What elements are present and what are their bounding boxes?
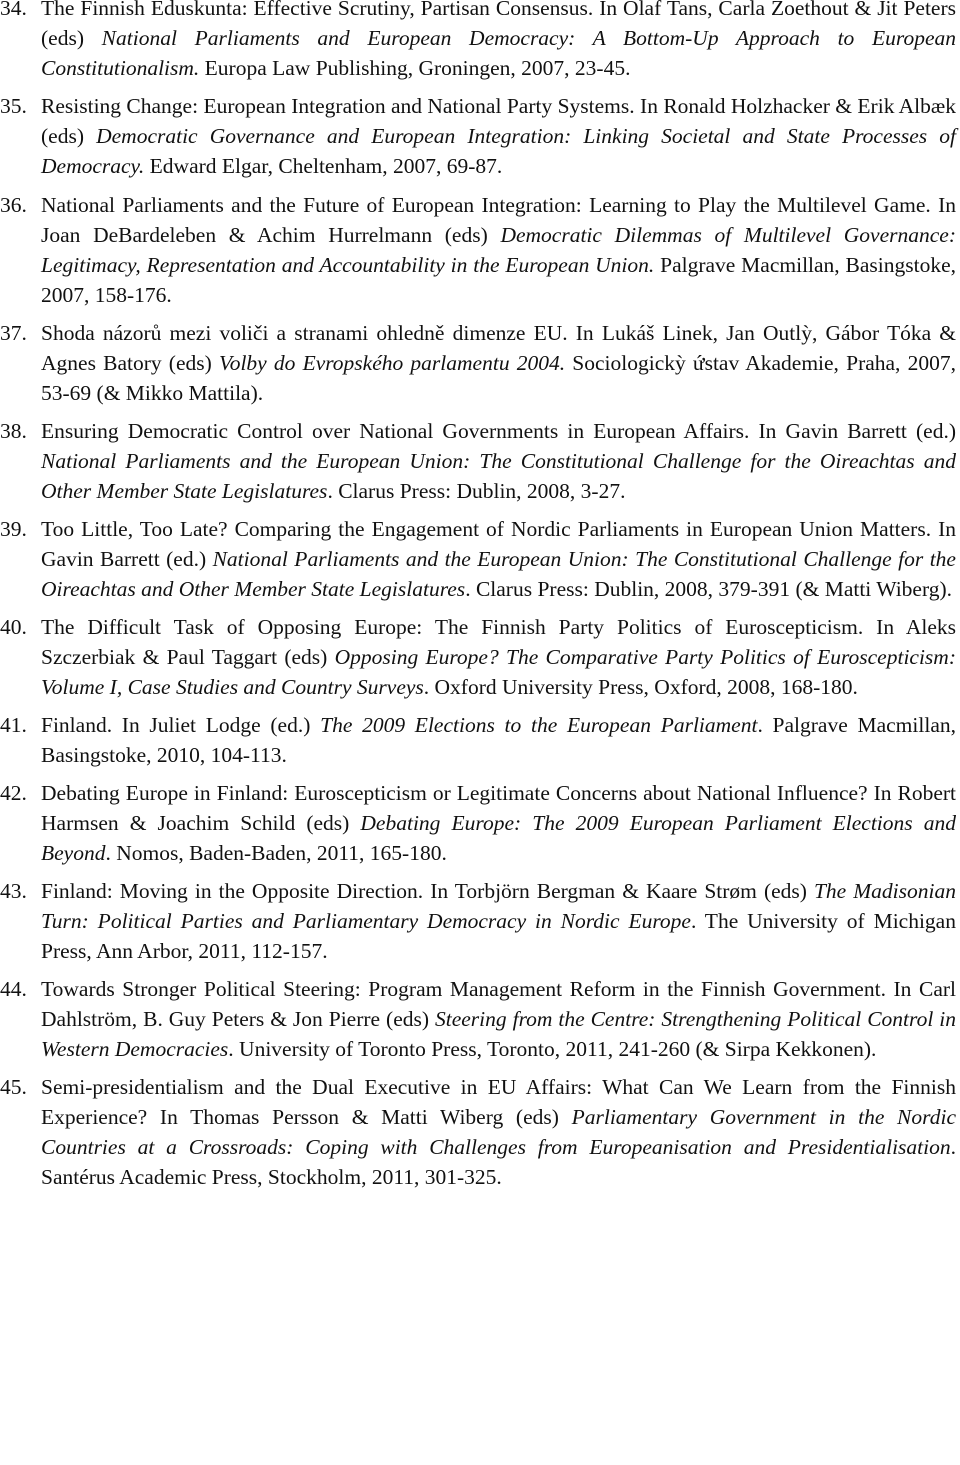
entry-number: 37. bbox=[0, 321, 27, 345]
citation-text: National Parliaments and the Future of European Integration: Learning to Play the Multilevel Game. In Joan DeBardeleben & Achim Hurrelmann (eds) bbox=[41, 193, 956, 247]
publication-title: Opposing Europe? The Comparative Party Politics of Euroscepticism: Volume I, Case Studies and Country Surveys bbox=[41, 645, 956, 699]
entry-number: 38. bbox=[0, 419, 27, 443]
publication-title: Debating Europe: The 2009 European Parliament Elections and Beyond bbox=[41, 811, 956, 865]
citation-text: . University of Toronto Press, Toronto, 2011, 241-260 (& Sirpa Kekkonen). bbox=[228, 1037, 877, 1061]
citation-text: Ensuring Democratic Control over National Governments in European Affairs. In Gavin Barrett (ed.) bbox=[41, 419, 956, 443]
citation-text: . Nomos, Baden-Baden, 2011, 165-180. bbox=[105, 841, 447, 865]
citation-text: Finland: Moving in the Opposite Direction. In Torbjörn Bergman & Kaare Strøm (eds) bbox=[41, 879, 814, 903]
publication-title: Democratic Governance and European Integration: Linking Societal and State Processes of Democracy. bbox=[41, 124, 956, 178]
citation-text: Resisting Change: European Integration and National Party Systems. In Ronald Holzhacker & Erik Albæk (eds) bbox=[41, 94, 956, 148]
publication-entry bbox=[0, 318, 960, 408]
publication-title: National Parliaments and the European Union: The Constitutional Challenge for the Oireachtas and Other Member State Legislatures bbox=[41, 449, 956, 503]
publication-entry bbox=[0, 876, 960, 966]
publication-title: Steering from the Centre: Strengthening Political Control in Western Democracies bbox=[41, 1007, 956, 1061]
citation-text: . Palgrave Macmillan, Basingstoke, 2010, 104-113. bbox=[41, 713, 956, 767]
citation-text: Too Little, Too Late? Comparing the Engagement of Nordic Parliaments in European Union Matters. In Gavin Barrett (ed.) bbox=[41, 517, 956, 571]
publication-entry bbox=[0, 710, 960, 770]
entry-number: 34. bbox=[0, 0, 27, 20]
publication-entry bbox=[0, 1072, 960, 1192]
publication-title: Democratic Dilemmas of Multilevel Governance: Legitimacy, Representation and Accountability in the European Union. bbox=[41, 223, 956, 277]
citation-text: Finland. In Juliet Lodge (ed.) bbox=[41, 713, 321, 737]
publication-entry bbox=[0, 91, 960, 181]
entry-number: 44. bbox=[0, 977, 27, 1001]
publication-entry bbox=[0, 190, 960, 310]
entry-number: 43. bbox=[0, 879, 27, 903]
citation-text: Palgrave Macmillan, Basingstoke, 2007, 158-176. bbox=[41, 253, 956, 307]
publication-title: National Parliaments and European Democracy: A Bottom-Up Approach to European Constitutionalism. bbox=[41, 26, 956, 80]
citation-text: The Finnish Eduskunta: Effective Scrutiny, Partisan Consensus. In Olaf Tans, Carla Zoethout & Jit Peters (eds) bbox=[41, 0, 956, 50]
citation-text: . Clarus Press: Dublin, 2008, 379-391 (& Matti Wiberg). bbox=[465, 577, 953, 601]
publication-title: National Parliaments and the European Union: The Constitutional Challenge for the Oireachtas and Other Member State Legislatures bbox=[41, 547, 956, 601]
publication-entry bbox=[0, 514, 960, 604]
citation-text: . The University of Michigan Press, Ann Arbor, 2011, 112-157. bbox=[41, 909, 956, 963]
entry-number: 41. bbox=[0, 713, 27, 737]
publication-title: The Madisonian Turn: Political Parties and Parliamentary Democracy in Nordic Europe bbox=[41, 879, 956, 933]
publication-entry bbox=[0, 974, 960, 1064]
entry-number: 39. bbox=[0, 517, 27, 541]
citation-text: . Clarus Press: Dublin, 2008, 3-27. bbox=[327, 479, 626, 503]
publication-title: The 2009 Elections to the European Parliament bbox=[320, 713, 758, 737]
citation-text: Europa Law Publishing, Groningen, 2007, 23-45. bbox=[199, 56, 631, 80]
publication-entry bbox=[0, 416, 960, 506]
entry-number: 36. bbox=[0, 193, 27, 217]
entry-number: 42. bbox=[0, 781, 27, 805]
citation-text: Towards Stronger Political Steering: Program Management Reform in the Finnish Government. In Carl Dahlström, B. Guy Peters & Jon Pierre (eds) bbox=[41, 977, 956, 1031]
citation-text: . Santérus Academic Press, Stockholm, 2011, 301-325. bbox=[41, 1135, 956, 1189]
publication-entry bbox=[0, 0, 960, 83]
citation-text: Sociologickỳ ứstav Akademie, Praha, 2007, 53-69 (& Mikko Mattila). bbox=[41, 351, 956, 405]
publication-entry bbox=[0, 612, 960, 702]
citation-text: Debating Europe in Finland: Euroscepticism or Legitimate Concerns about National Influence? In Robert Harmsen & Joachim Schild (eds) bbox=[41, 781, 956, 835]
entry-number: 45. bbox=[0, 1075, 27, 1099]
citation-text: . Oxford University Press, Oxford, 2008, 168-180. bbox=[423, 675, 858, 699]
entry-number: 40. bbox=[0, 615, 27, 639]
citation-text: Shoda názorů mezi voliči a stranami ohledně dimenze EU. In Lukáš Linek, Jan Outlỳ, Gábor Tóka & Agnes Batory (eds) bbox=[41, 321, 956, 375]
citation-text: The Difficult Task of Opposing Europe: The Finnish Party Politics of Euroscepticism. In Aleks Szczerbiak & Paul Taggart (eds) bbox=[41, 615, 956, 669]
publication-title: Parliamentary Government in the Nordic Countries at a Crossroads: Coping with Challenges from Europeanisation and Presidentialisation bbox=[41, 1105, 956, 1159]
citation-text: Semi-presidentialism and the Dual Executive in EU Affairs: What Can We Learn from the Finnish Experience? In Thomas Persson & Matti Wiberg (eds) bbox=[41, 1075, 956, 1129]
publication-title: Volby do Evropského parlamentu 2004. bbox=[218, 351, 566, 375]
entry-number: 35. bbox=[0, 94, 27, 118]
citation-text: Edward Elgar, Cheltenham, 2007, 69-87. bbox=[144, 154, 503, 178]
publication-entry bbox=[0, 778, 960, 868]
